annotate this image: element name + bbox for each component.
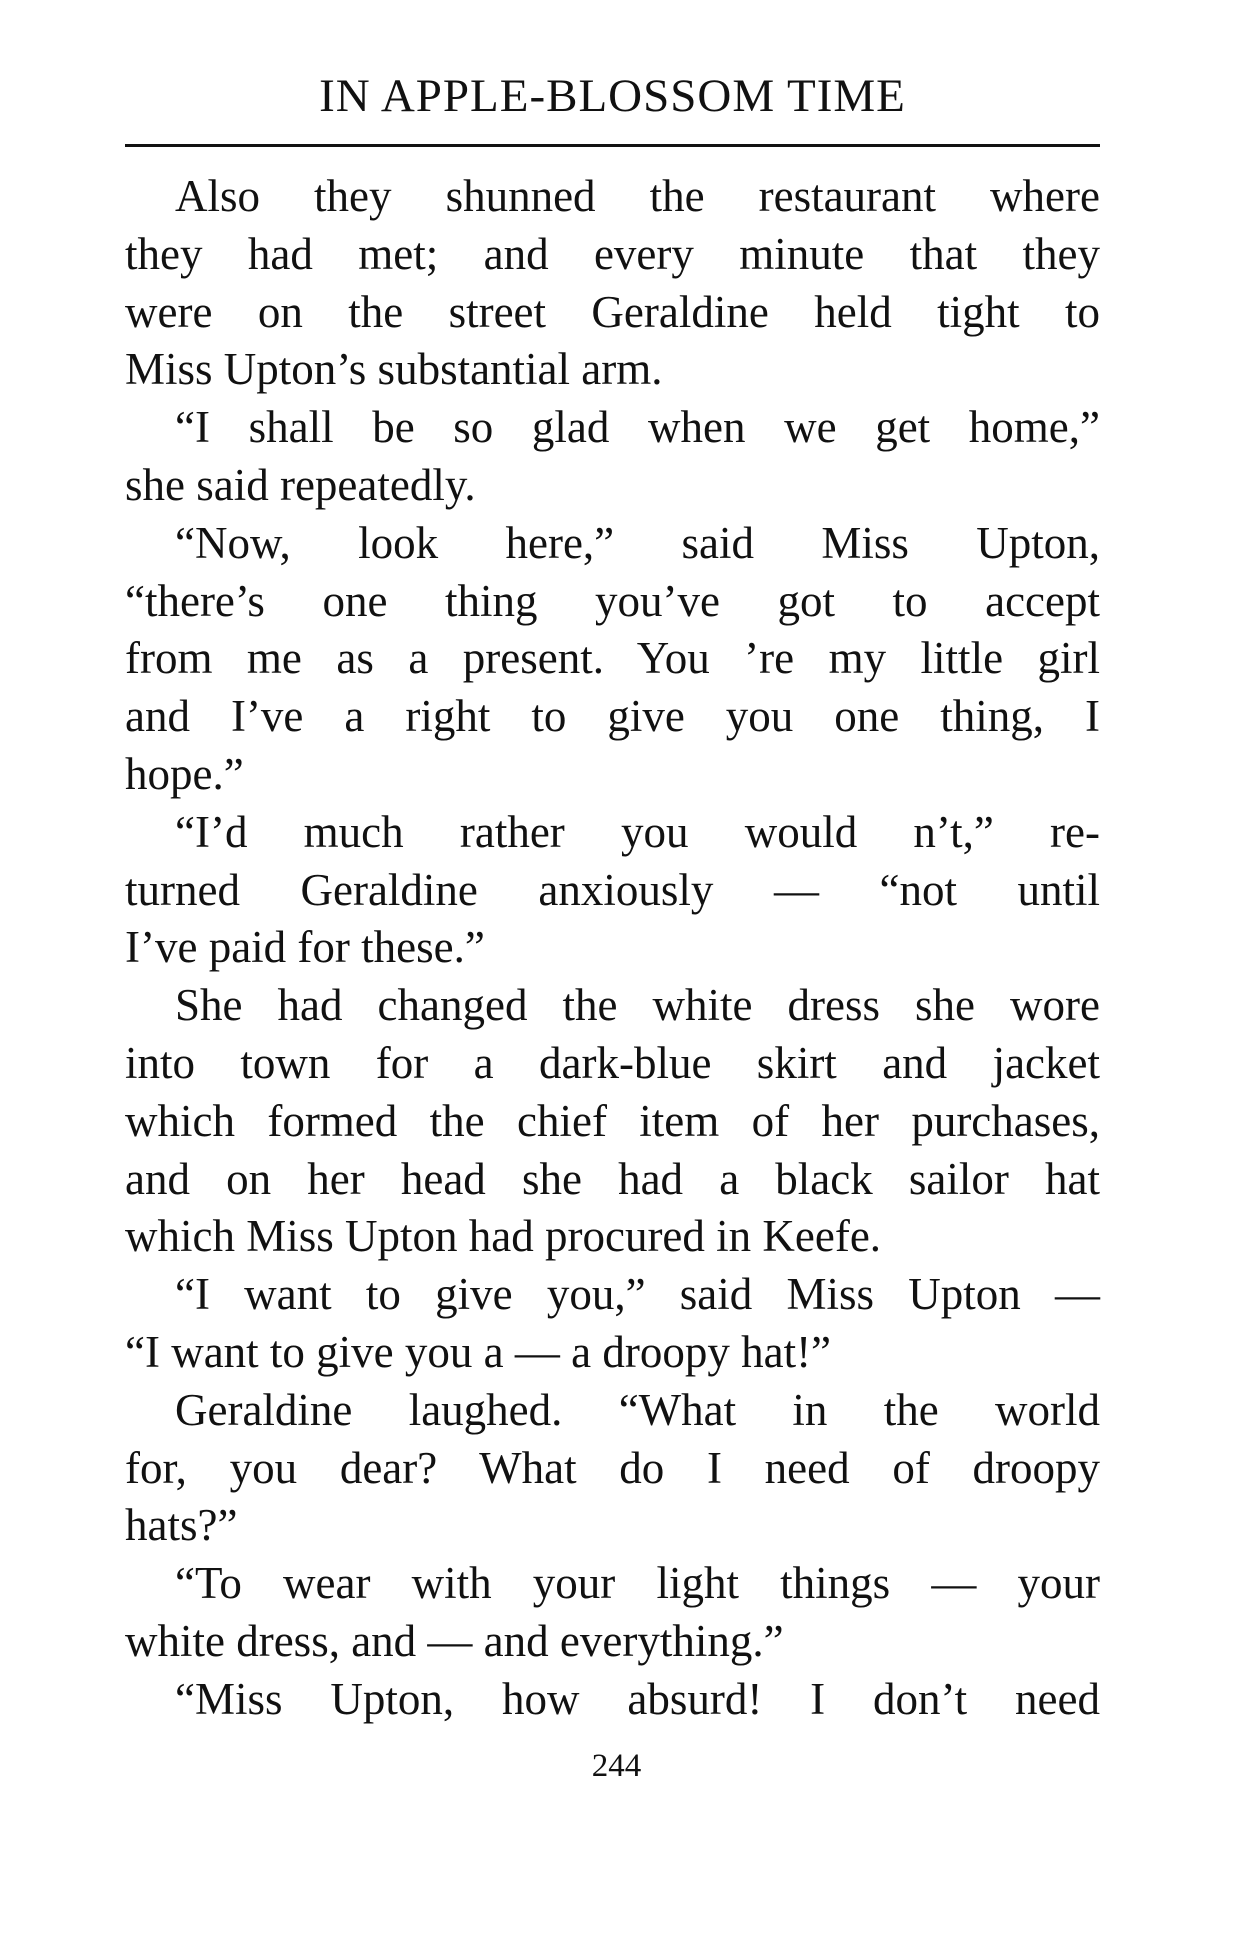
body-text — [125, 168, 1100, 1729]
text-line: and I’ve a right to give you one thing, I — [125, 691, 1100, 742]
paragraph-9 — [125, 1671, 1100, 1729]
page-number: 244 — [591, 1748, 642, 1784]
paragraph-7 — [125, 1382, 1100, 1555]
paragraph-6 — [125, 1266, 1100, 1382]
text-line: “I’d much rather you would n’t,” re- — [175, 806, 1100, 857]
header-rule — [125, 144, 1100, 147]
text-line: Miss Upton’s substantial arm. — [125, 344, 663, 395]
text-line: white dress, and — and everything.” — [125, 1615, 784, 1666]
paragraph-2 — [125, 399, 1100, 515]
text-line: were on the street Geraldine held tight to — [125, 286, 1100, 337]
text-line: which formed the chief item of her purchases, — [125, 1095, 1100, 1146]
paragraph-8 — [125, 1555, 1100, 1671]
paragraph-1 — [125, 168, 1100, 399]
running-head: IN APPLE-BLOSSOM TIME — [319, 70, 906, 122]
text-line: into town for a dark-blue skirt and jacket — [125, 1037, 1100, 1088]
text-line: Also they shunned the restaurant where — [175, 171, 1100, 221]
text-line: from me as a present. You ’re my little girl — [125, 633, 1100, 684]
text-line: I’ve paid for these.” — [125, 922, 485, 973]
paragraph-3 — [125, 515, 1100, 804]
text-line: which Miss Upton had procured in Keefe. — [125, 1211, 882, 1262]
text-line: “I want to give you,” said Miss Upton — — [175, 1269, 1100, 1320]
text-line: “I shall be so glad when we get home,” — [175, 402, 1100, 453]
text-line: and on her head she had a black sailor hat — [125, 1153, 1100, 1204]
text-line: Geraldine laughed. “What in the world — [175, 1384, 1100, 1435]
text-line: for, you dear? What do I need of droopy — [125, 1442, 1100, 1493]
paragraph-4 — [125, 804, 1100, 977]
text-line: they had met; and every minute that they — [125, 228, 1100, 279]
text-line: “Now, look here,” said Miss Upton, — [175, 517, 1100, 568]
text-line: she said repeatedly. — [125, 459, 476, 510]
paragraph-5 — [125, 977, 1100, 1266]
text-line: “I want to give you a — a droopy hat!” — [125, 1326, 832, 1377]
text-line: “Miss Upton, how absurd! I don’t need — [175, 1673, 1100, 1724]
text-line: She had changed the white dress she wore — [175, 980, 1100, 1031]
text-line: hope.” — [125, 748, 244, 799]
text-line: “there’s one thing you’ve got to accept — [125, 575, 1100, 626]
text-line: “To wear with your light things — your — [175, 1558, 1100, 1609]
text-line: hats?” — [125, 1500, 238, 1551]
text-line: turned Geraldine anxiously — “not until — [125, 864, 1100, 915]
